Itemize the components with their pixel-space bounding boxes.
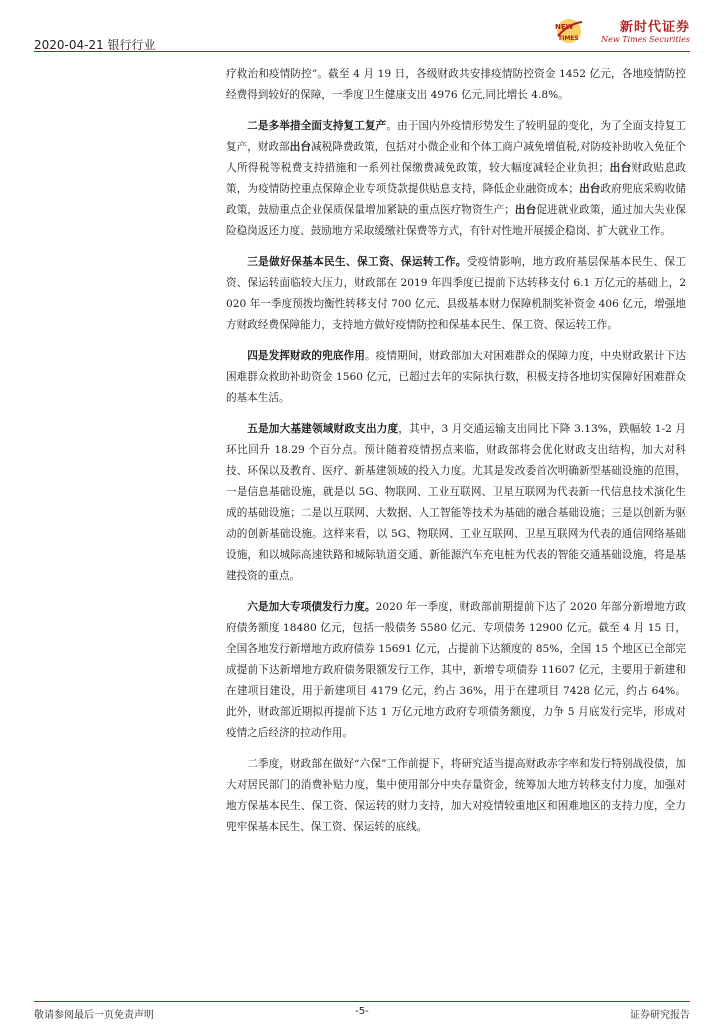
paragraph-text: ，其中，3 月交通运输支出同比下降 3.13%，跌幅较 1-2 月环比回升 18.29 个百分点。预计随着疫情拐点来临，财政部将会优化财政支出结构，加大对科技、环保以及教育、医疗、新基建领域的投入力度。尤其是发改委首次明确新型基础设施的范围，一是信息基础设施，就是以 5G、物联网、工业互联网、卫星互联网为代表新一代信息技术演化生成的基础设施；二是以互联网、大数据、人工智能等技术为基础的融合基础设施；三是以创新为驱动的创新基础设施。这样来看，以 5G、物联网、工业互联网、卫星互联网为代表的通信网络基础设施，和以城际高速铁路和城际轨道交通、新能源汽车充电桩为代表的智能交通基础设施，将是基建投资的重点。 [226, 423, 687, 582]
body-paragraph [226, 346, 686, 409]
svg-text:TIMES: TIMES [558, 35, 579, 42]
paragraph-text: 财政贴息政策，为疫情防控重点保障企业专项贷款提供贴息支持，降低企业融资成本； [226, 162, 687, 195]
bold-lead-text: 四是发挥财政的兜底作用 [247, 350, 365, 362]
page-number: -5- [355, 1006, 369, 1017]
body-paragraph [226, 64, 686, 106]
header-divider [34, 51, 690, 52]
paragraph-text: 。疫情期间，财政部加大对困难群众的保障力度，中央财政累计下达困难群众救助补助资金 1560 亿元，已超过去年的实际执行数，积极支持各地切实保障好困难群众的基本生活。 [226, 350, 687, 404]
paragraph-text: 促进就业政策，通过加大失业保险稳岗返还力度、鼓励地方采取缓缴社保费等方式，有针对性地开展援企稳岗、扩大就业工作。 [226, 204, 687, 237]
report-date-sector: 2020-04-21 银行行业 [34, 38, 156, 52]
body-paragraph [226, 252, 686, 336]
bold-lead-text: 二是多举措全面支持复工复产 [247, 120, 387, 132]
body-paragraph [226, 597, 686, 744]
disclaimer-note: 敬请参阅最后一页免责声明 [34, 1010, 154, 1021]
paragraph-text: 。由于国内外疫情形势发生了较明显的变化，为了全面支持复工复产，财政部 [226, 120, 686, 153]
page-footer [34, 1006, 690, 1020]
paragraph-text: 减税降费政策，包括对小微企业和个体工商户减免增值税,对防疫补助收入免征个人所得税等税费支持措施和一系列社保缴费减免政策，较大幅度减轻企业负担； [226, 141, 687, 174]
body-paragraph [226, 419, 686, 587]
report-type: 证券研究报告 [630, 1010, 690, 1021]
footer-divider [34, 1001, 690, 1002]
body-paragraph [226, 116, 686, 242]
paragraph-text: 2020 年一季度，财政部前期提前下达了 2020 年部分新增地方政府债务额度 18480 亿元，包括一般债务 5580 亿元、专项债务 12900 亿元。截至 4 月 15 日，全国各地发行新增地方政府债券 15691 亿元，占提前下达额度的 85%，全国 15 个地区已全部完成提前下达新增地方政府债务限额发行工作，其中，新增专项债券 11607 亿元，主要用于新建和在建项目建设，用于新建项目 4179 亿元，约占 36%，用于在建项目 7428 亿元，约占 64%。此外，财政部近期拟再提前下达 1 万亿元地方政府专项债务额度，力争 5 月底发行完毕，形成对疫情之后经济的拉动作用。 [226, 601, 686, 739]
svg-text:NEW: NEW [555, 23, 574, 31]
paragraph-text: 受疫情影响，地方政府基层保基本民生、保工资、保运转面临较大压力，财政部在 2019 年四季度已提前下达转移支付 6.1 万亿元的基础上，2020 年一季度预拨均衡性转移支付 700 亿元、县级基本财力保障机制奖补资金 406 亿元，增强地方财政经费保障能力，支持地方做好疫情防控和保基本民生、保工资、保运转工作。 [226, 256, 687, 331]
new-times-logo-icon [552, 16, 584, 46]
body-paragraph [226, 754, 686, 838]
bold-lead-text: 出台 [579, 183, 601, 195]
bold-lead-text: 出台 [609, 162, 632, 174]
logo-chinese-name: 新时代证券 [619, 20, 690, 35]
bold-lead-text: 三是做好保基本民生、保工资、保运转工作。 [247, 256, 467, 268]
bold-lead-text: 五是加大基建领域财政支出力度 [247, 423, 399, 435]
bold-lead-text: 出台 [514, 204, 537, 216]
page-header [34, 14, 690, 50]
logo-english-name: New Times Securities [601, 35, 690, 44]
report-body [226, 64, 686, 848]
bold-lead-text: 六是加大专项债发行力度。 [247, 601, 376, 613]
paragraph-text: 疗救治和疫情防控”。截至 4 月 19 日，各级财政共安排疫情防控资金 1452 亿元，各地疫情防控经费得到较好的保障，一季度卫生健康支出 4976 亿元,同比增长 4.8%。 [226, 68, 686, 101]
bold-lead-text: 出台 [289, 141, 311, 153]
paragraph-text: 政府兜底采购收储政策，鼓励重点企业保质保量增加紧缺的重点医疗物资生产； [226, 183, 687, 216]
paragraph-text: 二季度，财政部在做好“六保”工作前提下，将研究适当提高财政赤字率和发行特别战役债，加大对居民部门的消费补贴力度，集中使用部分中央存量资金，统筹加大地方转移支付力度，加强对地方保基本民生、保工资、保运转的财力支持，加大对疫情较重地区和困难地区的支持力度，全力兜牢保基本民生、保工资、保运转的底线。 [226, 758, 686, 833]
